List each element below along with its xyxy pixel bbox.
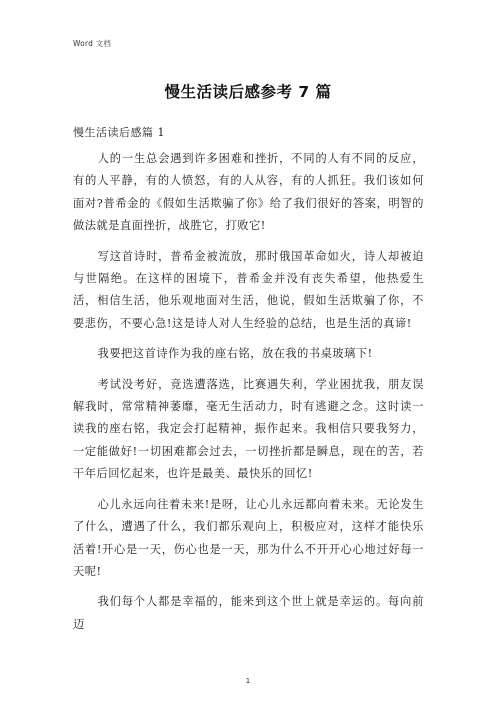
document-header-label: Word 文档 [73, 39, 112, 48]
paragraph: 心儿永远向往着未来!是呀，让心儿永远都向着未来。无论发生了什么，遭遇了什么，我们都乐观向上，积极应对，这样才能快乐活着!开心是一天，伤心也是一天，那为什么不开开心心地过好每一天呢! [73, 497, 424, 578]
section-heading: 慢生活读后感篇 1 [73, 126, 165, 139]
page-number: 1 [245, 677, 251, 685]
paragraph: 我要把这首诗作为我的座右铭，放在我的书桌玻璃下! [97, 347, 373, 361]
paragraph: 写这首诗时，普希金被流放，那时俄国革命如火，诗人却被迫与世隔绝。在这样的困境下，普希金并没有丧失希望，他热爱生活，相信生活，他乐观地面对生活，他说，假如生活欺骗了你，不要悲伤，不要心急!这是诗人对人生经验的总结，也是生活的真谛! [73, 249, 424, 330]
document-body [73, 148, 424, 644]
document-title: 慢生活读后感参考 7 篇 [164, 83, 332, 101]
paragraph: 考试没考好，竞选遭落选，比赛遇失利，学业困扰我，朋友误解我时，常常精神萎靡，毫无生活动力，时有逃避之念。这时读一读我的座右铭，我定会打起精神，振作起来。我相信只要我努力，一定能做好!一切困难都会过去，一切挫折都是瞬息，现在的苦，若干年后回忆起来，也许是最美、最快乐的回忆! [73, 377, 424, 481]
paragraph: 人的一生总会遇到许多困难和挫折，不同的人有不同的反应，有的人平静，有的人愤怒，有的人从容，有的人抓狂。我们该如何面对?普希金的《假如生活欺骗了你》给了我们很好的答案，明智的做法就是直面挫折，战胜它，打败它! [73, 152, 424, 233]
paragraph: 我们每个人都是幸福的，能来到这个世上就是幸运的。每向前迈 [73, 595, 424, 631]
